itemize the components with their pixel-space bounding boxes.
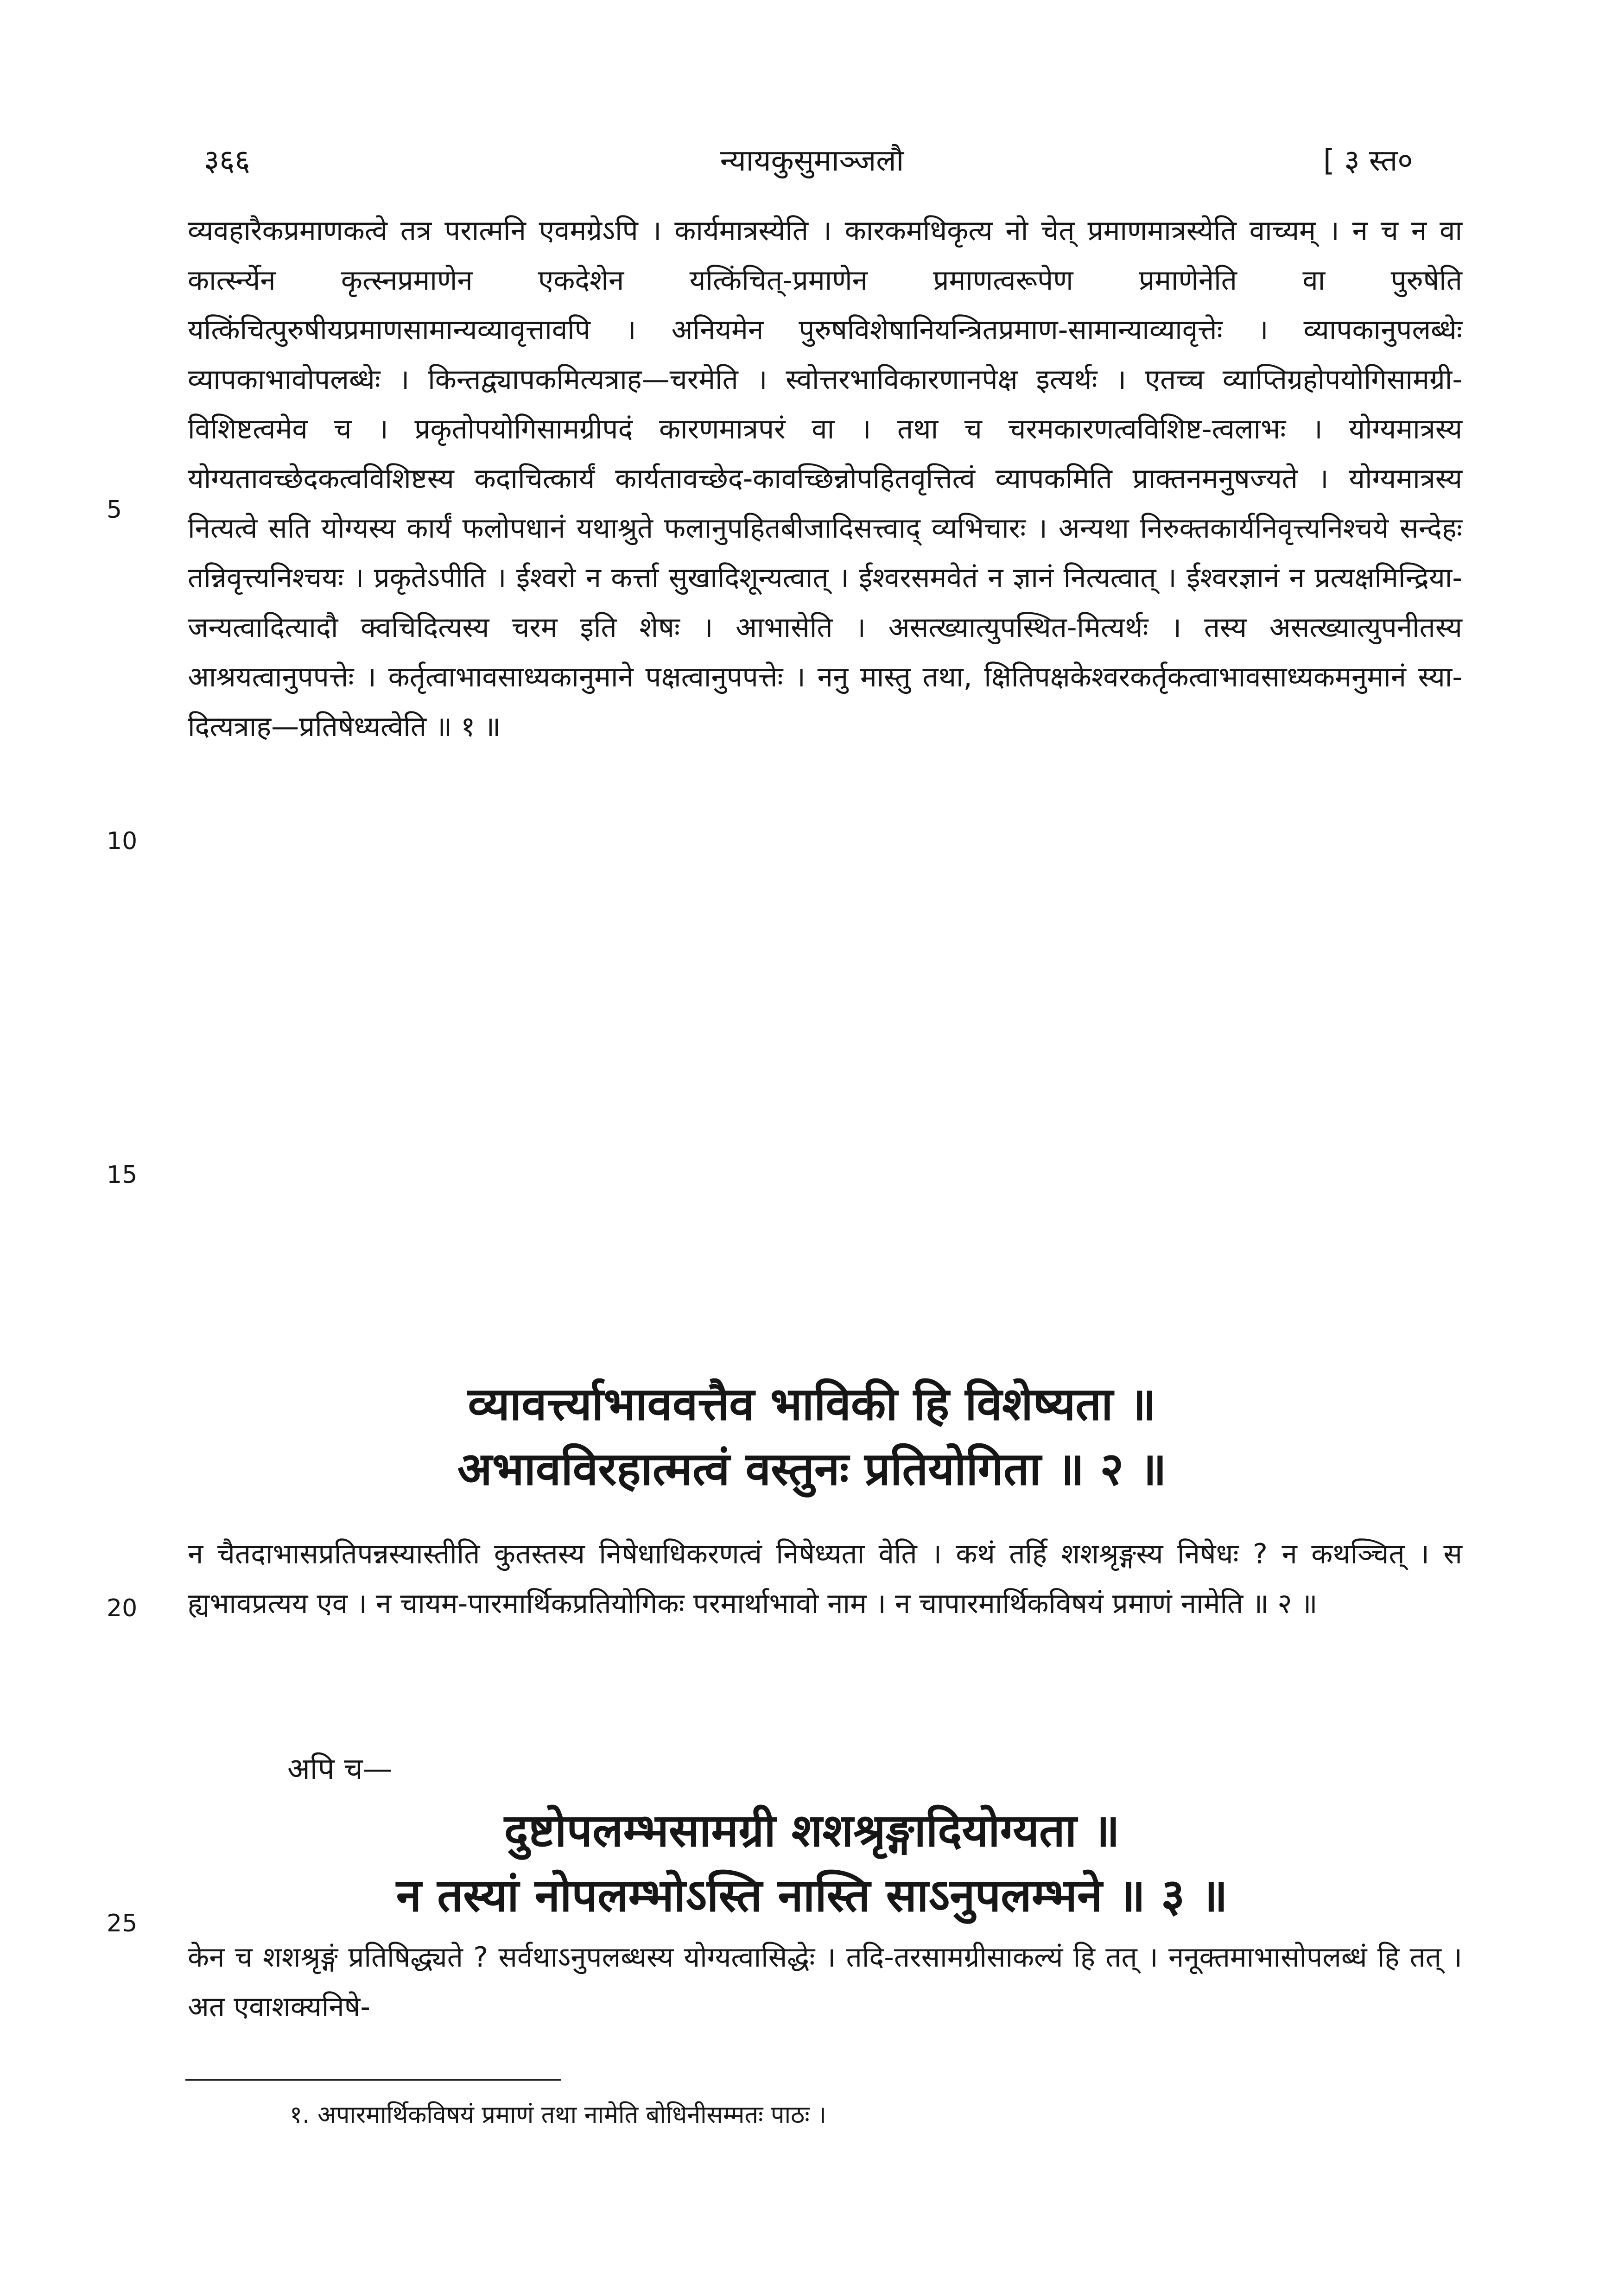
line-number: 5 xyxy=(107,496,122,524)
running-title: न्यायकुसुमाञ्जलौ xyxy=(720,144,904,178)
prose-paragraph: केन च शशश्रृङ्गं प्रतिषिद्ध्यते ? सर्वथाऽनुपलब्धस्य योग्यत्वासिद्धेः । तदि-तरसामग्रीसाकल्यं हि तत् । ननूक्तमाभासोपलब्धं हि तत् । अत एवाशक्यनिषे- xyxy=(188,1941,1462,2023)
line-number: 10 xyxy=(107,827,138,855)
footnote: १. अपारमार्थिकविषयं प्रमाणं तथा नामेति बोधिनीसम्मतः पाठः । xyxy=(290,2101,826,2129)
commentary-paragraph: व्यवहारैकप्रमाणकत्वे तत्र परात्मनि एवमग्रेऽपि । कार्यमात्रस्येति । कारकमधिकृत्य नो चेत् प्रमाणमात्रस्येति वाच्यम् । न च न वा कार्त्स्न्येन कृत्स्नप्रमाणेन एकदेशेन यत्किंचित्-प्रमाणेन प्रमाणत्वरूपेण प्रमाणेनेति वा पुरुषेति यत्किंचित्पुरुषीयप्रमाणसामान्यव्यावृत्तावपि । अनियमेन पुरुषविशेषानियन्त्रितप्रमाण-सामान्याव्यावृत्तेः । व्यापकानुपलब्धेः व्यापकाभावोपलब्धेः । किन्तद्व्यापकमित्यत्राह—चरमेति । स्वोत्तरभाविकारणानपेक्ष इत्यर्थः । एतच्च व्याप्तिग्रहोपयोगिसामग्री-विशिष्टत्वमेव च । प्रकृतोपयोगिसामग्रीपदं कारणमात्रपरं वा । तथा च चरमकारणत्वविशिष्ट-त्वलाभः । योग्यमात्रस्य योग्यतावच्छेदकत्वविशिष्टस्य कदाचित्कार्यं कार्यतावच्छेद-कावच्छिन्नोपहितवृत्तित्वं व्यापकमिति प्राक्तनमनुषज्यते । योग्यमात्रस्य नित्यत्वे सति योग्यस्य कार्यं फलोपधानं यथाश्रुते फलानुपहितबीजादिसत्त्वाद् व्यभिचारः । अन्यथा निरुक्तकार्यनिवृत्त्यनिश्चये सन्देहः तन्निवृत्त्यनिश्चयः । प्रकृतेऽपीति । ईश्वरो न कर्त्ता सुखादिशून्यत्वात् । ईश्वरसमवेतं न ज्ञानं नित्यत्वात् । ईश्वरज्ञानं न प्रत्यक्षमिन्द्रिया-जन्यत्वादित्यादौ क्वचिदित्यस्य चरम इति शेषः । आभासेति । असत्ख्यात्युपस्थित-मित्यर्थः । तस्य असत्ख्यात्युपनीतस्य आश्रयत्वानुपपत्तेः । कर्तृत्वाभावसाध्यकानुमाने पक्षत्वानुपपत्तेः । ननु मास्तु तथा, क्षितिपक्षकेश्वरकर्तृकत्वाभावसाध्यकमनुमानं स्या-दित्यत्राह—प्रतिषेध्यत्वेति ॥ १ ॥ xyxy=(188,215,1462,743)
verse-line: व्यावर्त्त्याभाववत्तैव भाविकी हि विशेष्यता ॥ xyxy=(468,1378,1156,1431)
verse-line: दुष्टोपलम्भसामग्री शशश्रृङ्गादियोग्यता ॥ xyxy=(504,1804,1120,1857)
commentary-text xyxy=(188,206,1462,752)
line-number: 25 xyxy=(107,1910,138,1937)
prose-paragraph: न चैतदाभासप्रतिपन्नस्यास्तीति कुतस्तस्य निषेधाधिकरणत्वं निषेध्यता वेति । कथं तर्हि शशश्रृङ्गस्य निषेधः ? न कथञ्चित् । स ह्यभावप्रत्यय एव । न चायम-पारमार्थिकप्रतियोगिकः परमार्थाभावो नाम । न चापारमार्थिकविषयं प्रमाणं नामेति ॥ २ ॥ xyxy=(188,1538,1462,1620)
line-number: 15 xyxy=(107,1161,138,1189)
page-number: ३६६ xyxy=(204,144,250,178)
verse-line: न तस्यां नोपलम्भोऽस्ति नास्ति साऽनुपलम्भने ॥ ३ ॥ xyxy=(396,1869,1228,1922)
api-cha: अपि च— xyxy=(287,1752,393,1786)
section-marker: [ ३ स्त० xyxy=(1323,144,1413,178)
line-number: 20 xyxy=(107,1594,138,1622)
footnote-rule xyxy=(185,2079,561,2081)
verse-line: अभावविरहात्मत्वं वस्तुनः प्रतियोगिता ॥ २ ॥ xyxy=(457,1443,1167,1496)
